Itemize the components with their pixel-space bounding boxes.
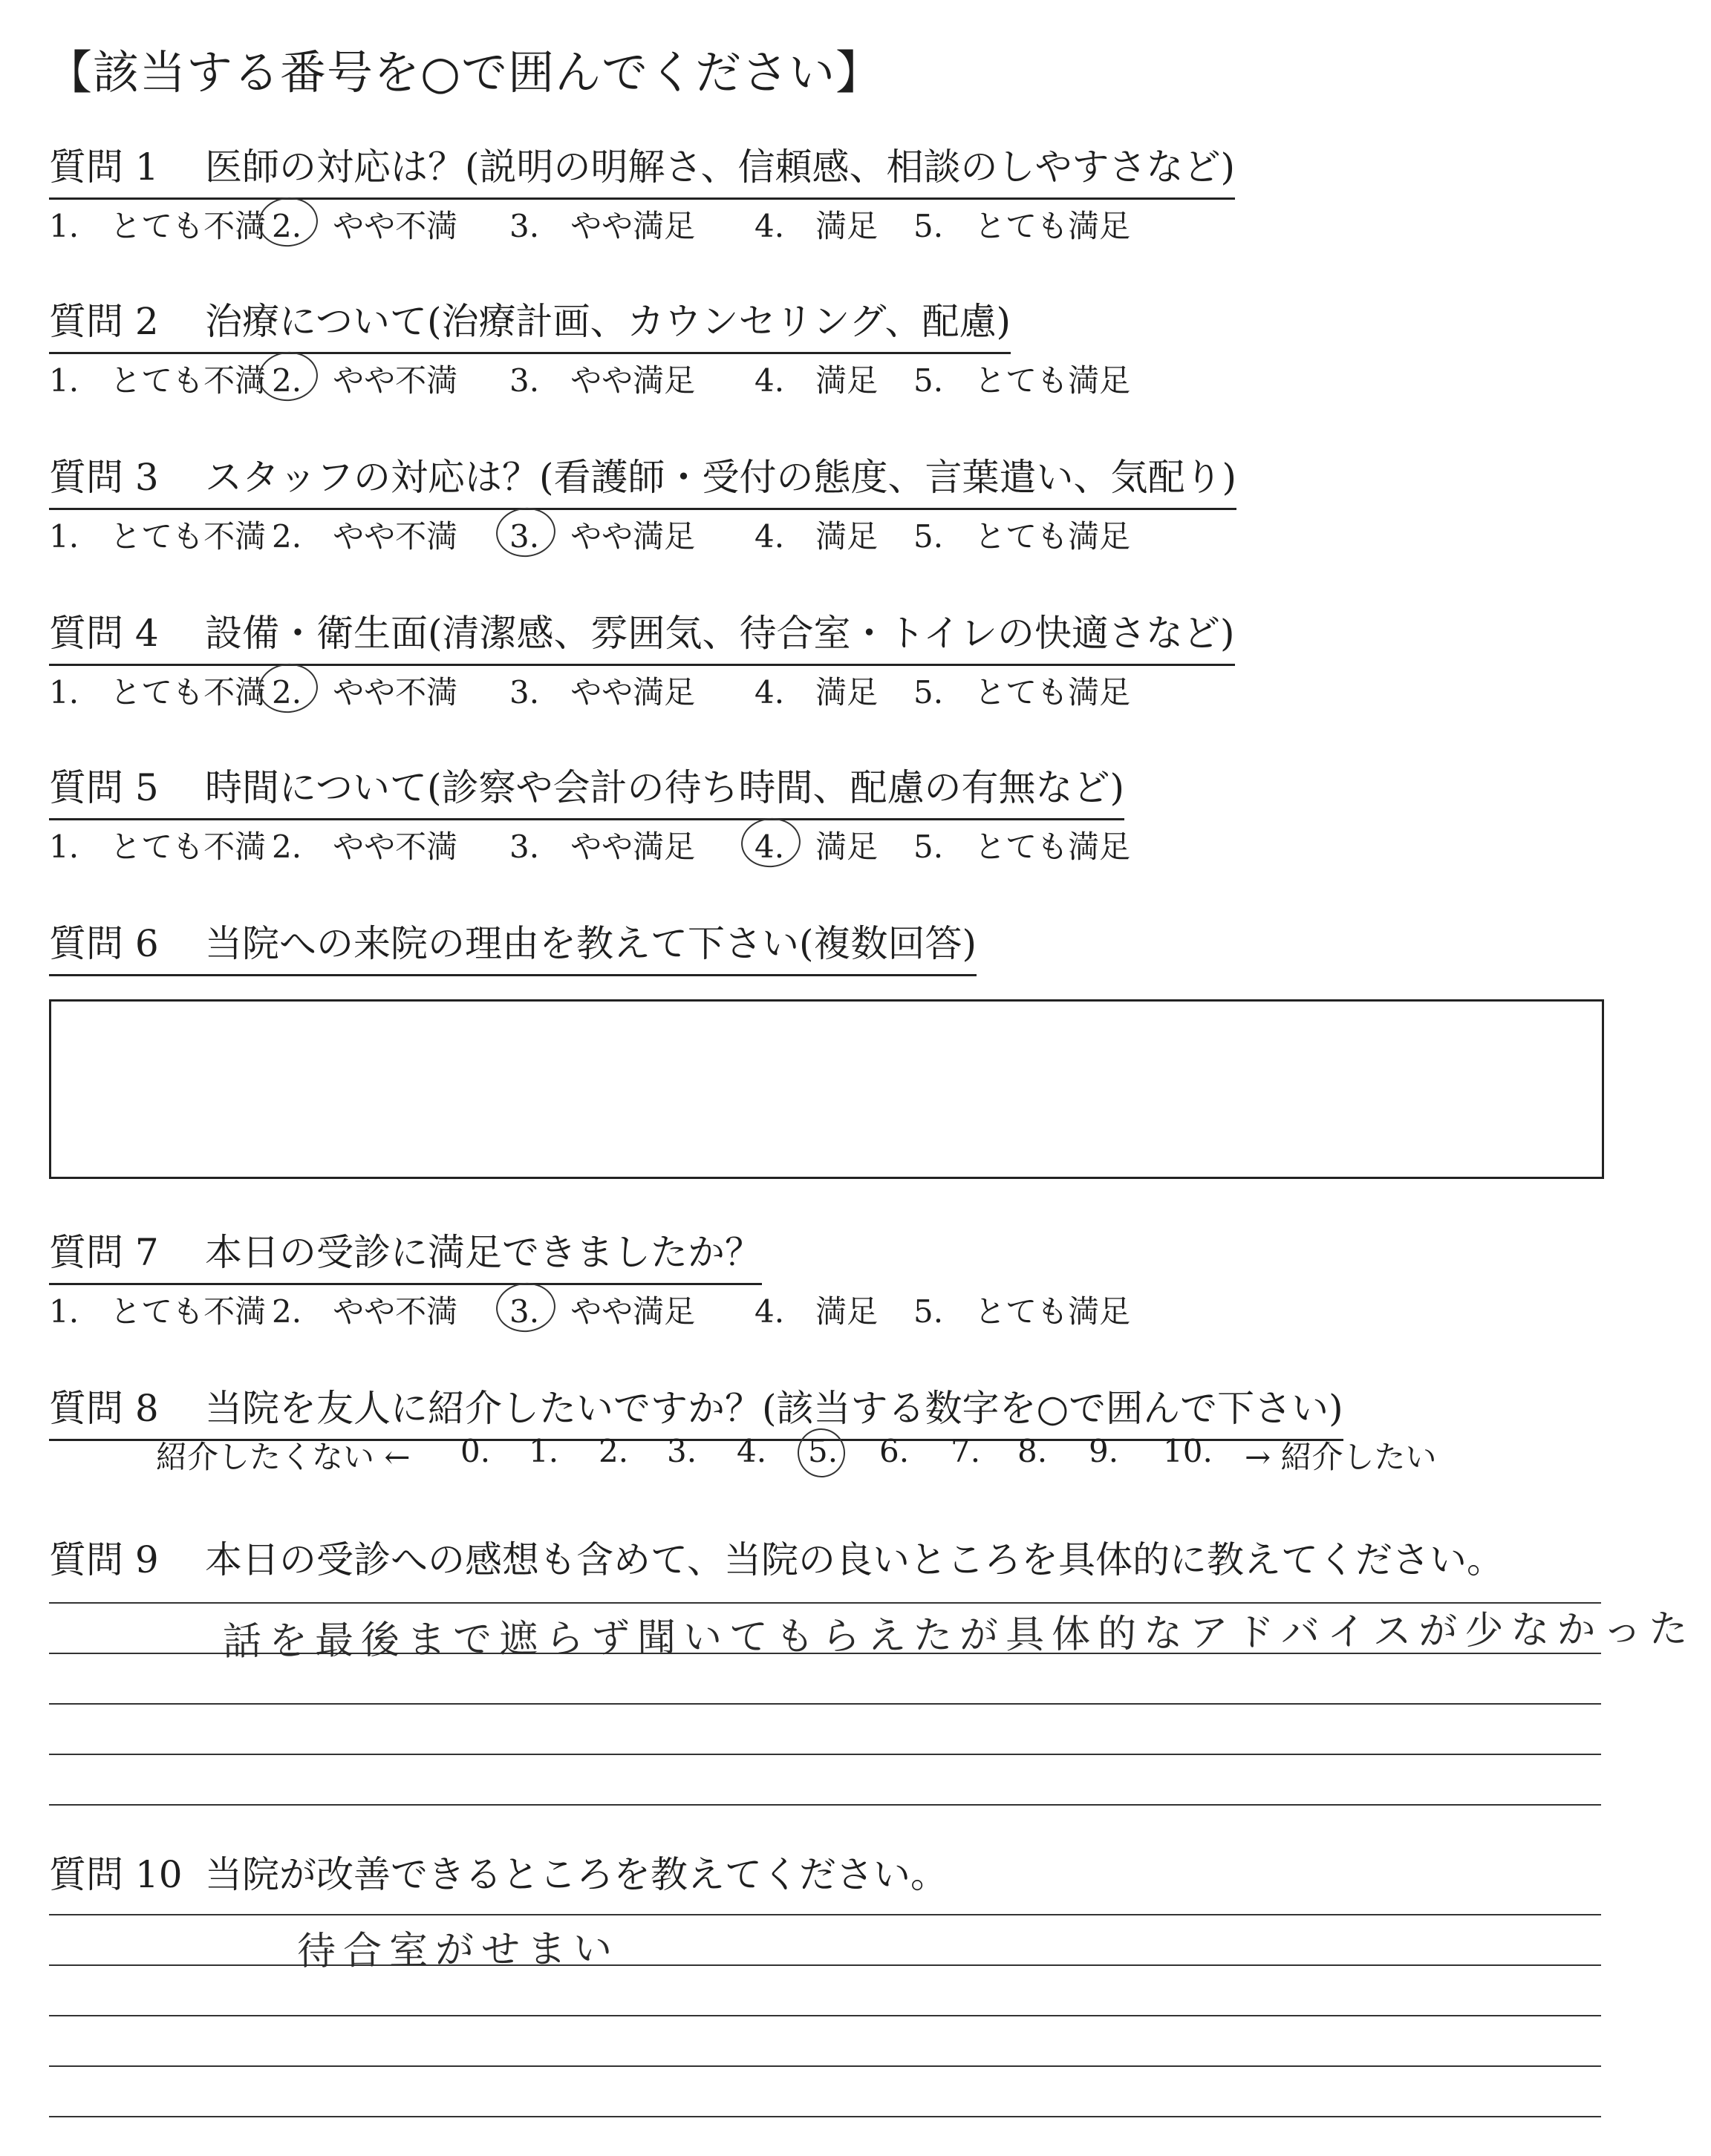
q10-answer-line bbox=[49, 1914, 1601, 1915]
question-1-heading bbox=[49, 141, 1235, 200]
q8-scale-number[interactable]: 7. bbox=[951, 1433, 981, 1469]
question-1-text: 医師の対応は？(説明の明解さ、信頼感、相談のしやすさなど) bbox=[205, 146, 1236, 189]
q8-scale-number[interactable]: 2. bbox=[599, 1433, 629, 1469]
rating-option-5[interactable]: 5. とても満足 bbox=[913, 208, 1131, 244]
rating-option-2[interactable]: 2. やや不満 bbox=[272, 518, 458, 555]
q8-scale-number[interactable]: 5. bbox=[808, 1433, 838, 1469]
question-9-text: 本日の受診への感想も含めて、当院の良いところを具体的に教えてください。 bbox=[205, 1538, 1504, 1581]
question-4-heading bbox=[49, 607, 1235, 666]
q8-scale-number[interactable]: 0. bbox=[460, 1433, 491, 1469]
rating-option-1[interactable]: 1. とても不満 bbox=[49, 829, 267, 865]
rating-option-3[interactable]: 3. やや満足 bbox=[509, 1287, 695, 1332]
question-5-text: 時間について(診察や会計の待ち時間、配慮の有無など) bbox=[205, 766, 1125, 809]
rating-option-4[interactable]: 4. 満足 bbox=[755, 1293, 879, 1330]
q8-scale-number[interactable]: 3. bbox=[667, 1433, 697, 1469]
rating-option-1[interactable]: 1. とても不満 bbox=[49, 518, 267, 555]
selection-circle bbox=[494, 505, 558, 560]
rating-option-1[interactable]: 1. とても不満 bbox=[49, 208, 267, 244]
question-10-text: 当院が改善できるところを教えてください。 bbox=[205, 1853, 948, 1896]
question-8-number: 質問 8 bbox=[49, 1387, 159, 1430]
question-2-heading bbox=[49, 295, 1011, 354]
rating-option-2[interactable]: 2. やや不満 bbox=[272, 356, 457, 401]
question-6-text: 当院への来院の理由を教えて下さい(複数回答) bbox=[205, 922, 977, 965]
q10-answer-line bbox=[49, 2065, 1601, 2067]
question-2-number: 質問 2 bbox=[49, 300, 159, 343]
form-title: 【該当する番号を○で囲んでください】 bbox=[46, 45, 883, 99]
q9-answer-line bbox=[49, 1804, 1601, 1806]
question-10-heading bbox=[49, 1849, 948, 1905]
rating-option-4[interactable]: 4. 満足 bbox=[755, 823, 878, 867]
selection-circle bbox=[494, 1280, 558, 1335]
q8-scale-number[interactable]: 10. bbox=[1163, 1433, 1213, 1469]
q9-answer-line bbox=[49, 1703, 1601, 1705]
q10-handwritten-answer[interactable]: 待合室がせまい bbox=[296, 1927, 620, 1974]
rating-option-5[interactable]: 5. とても満足 bbox=[913, 829, 1131, 865]
rating-option-4[interactable]: 4. 満足 bbox=[755, 674, 879, 710]
question-4-number: 質問 4 bbox=[49, 612, 159, 655]
rating-option-5[interactable]: 5. とても満足 bbox=[913, 1293, 1131, 1330]
q9-answer-line bbox=[49, 1754, 1601, 1755]
question-9-heading bbox=[49, 1534, 1504, 1590]
question-6-answer-box[interactable] bbox=[49, 999, 1604, 1179]
question-7-number: 質問 7 bbox=[49, 1231, 159, 1274]
question-6-heading bbox=[49, 918, 977, 976]
rating-option-3[interactable]: 3. やや満足 bbox=[509, 829, 696, 865]
question-8-text: 当院を友人に紹介したいですか？(該当する数字を○で囲んで下さい) bbox=[205, 1387, 1343, 1430]
rating-option-5[interactable]: 5. とても満足 bbox=[913, 362, 1131, 399]
rating-option-4[interactable]: 4. 満足 bbox=[755, 362, 879, 399]
selection-circle bbox=[739, 815, 803, 870]
rating-option-4[interactable]: 4. 満足 bbox=[755, 518, 879, 555]
question-3-text: スタッフの対応は？(看護師・受付の態度、言葉遣い、気配り) bbox=[205, 456, 1237, 499]
rating-option-3[interactable]: 3. やや満足 bbox=[509, 208, 696, 244]
question-2-text: 治療について(治療計画、カウンセリング、配慮) bbox=[205, 300, 1011, 343]
rating-option-2[interactable]: 2. やや不満 bbox=[272, 668, 457, 713]
rating-option-5[interactable]: 5. とても満足 bbox=[913, 674, 1131, 710]
q10-answer-line bbox=[49, 1964, 1601, 1966]
rating-option-1[interactable]: 1. とても不満 bbox=[49, 362, 267, 399]
q10-answer-line bbox=[49, 2015, 1601, 2016]
question-5-heading bbox=[49, 762, 1124, 820]
question-7-heading bbox=[49, 1226, 762, 1285]
rating-option-2[interactable]: 2. やや不満 bbox=[272, 829, 458, 865]
q9-handwritten-answer[interactable]: 話を最後まで遮らず聞いてもらえたが具体的なアドバイスが少なかった bbox=[222, 1607, 1695, 1665]
rating-option-3[interactable]: 3. やや満足 bbox=[509, 512, 695, 557]
q8-right-label: → 紹介したい bbox=[1245, 1439, 1437, 1475]
question-3-heading bbox=[49, 451, 1236, 510]
question-4-text: 設備・衛生面(清潔感、雰囲気、待合室・トイレの快適さなど) bbox=[205, 612, 1235, 655]
rating-option-2[interactable]: 2. やや不満 bbox=[272, 1293, 458, 1330]
rating-option-1[interactable]: 1. とても不満 bbox=[49, 1293, 267, 1330]
question-10-number: 質問 10 bbox=[49, 1853, 183, 1896]
question-7-text: 本日の受診に満足できましたか？ bbox=[205, 1231, 762, 1274]
q8-scale-number[interactable]: 8. bbox=[1017, 1433, 1048, 1469]
q8-scale-number[interactable]: 9. bbox=[1089, 1433, 1119, 1469]
question-9-number: 質問 9 bbox=[49, 1538, 159, 1581]
q8-left-label: 紹介したくない ← bbox=[156, 1439, 411, 1475]
q10-answer-line bbox=[49, 2116, 1601, 2117]
rating-option-5[interactable]: 5. とても満足 bbox=[913, 518, 1131, 555]
q8-scale-number[interactable]: 4. bbox=[737, 1433, 767, 1469]
rating-option-3[interactable]: 3. やや満足 bbox=[509, 674, 696, 710]
question-5-number: 質問 5 bbox=[49, 766, 159, 809]
rating-option-2[interactable]: 2. やや不満 bbox=[272, 202, 457, 246]
q8-scale-number[interactable]: 1. bbox=[529, 1433, 559, 1469]
question-3-number: 質問 3 bbox=[49, 456, 159, 499]
q8-scale-number[interactable]: 6. bbox=[879, 1433, 910, 1469]
rating-option-4[interactable]: 4. 満足 bbox=[755, 208, 879, 244]
rating-option-1[interactable]: 1. とても不満 bbox=[49, 674, 267, 710]
rating-option-3[interactable]: 3. やや満足 bbox=[509, 362, 696, 399]
question-1-number: 質問 1 bbox=[49, 146, 159, 189]
question-6-number: 質問 6 bbox=[49, 922, 159, 965]
